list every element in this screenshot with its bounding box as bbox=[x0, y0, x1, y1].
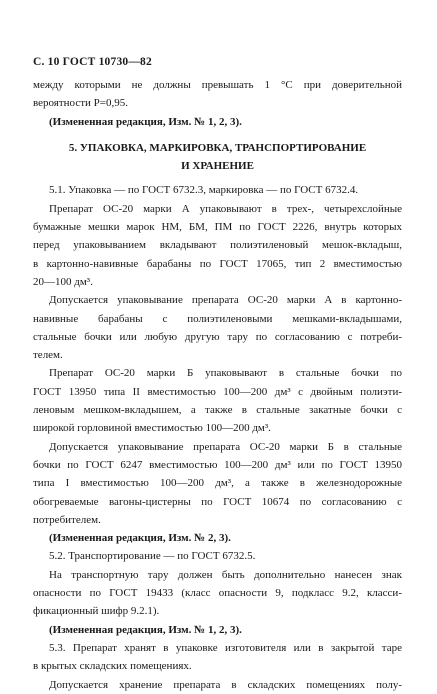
document-body bbox=[33, 76, 402, 694]
text-line: вероятности P=0,95. bbox=[33, 97, 128, 110]
text-line: типа I вместимостью 100—200 дм³, а также в железнодорожные bbox=[33, 477, 402, 490]
paragraph-packaging-a bbox=[33, 200, 402, 291]
text-line: обогреваемые вагоны-цистерны по ГОСТ 10674 по согласованию с bbox=[33, 495, 402, 508]
text-line: широкой горловиной вместимостью 100—200 дм³. bbox=[33, 422, 271, 435]
text-line: стальные бочки или любую другую тару по согласованию с потреби- bbox=[33, 330, 402, 343]
text-line: Препарат ОС-20 марки Б упаковывают в стальные бочки по bbox=[49, 367, 402, 380]
section-heading bbox=[33, 139, 402, 176]
text-line: в картонно-навивные барабаны по ГОСТ 17065, тип 2 вместимостью bbox=[33, 257, 402, 270]
text-line: перед упаковыванием вкладывают полиэтиленовый мешок-вкладыш, bbox=[33, 239, 402, 252]
text-line: Допускается упаковывание препарата ОС-20 марки Б в стальные bbox=[49, 440, 402, 453]
paragraph-hazard-mark bbox=[33, 566, 402, 621]
text-line: Препарат ОС-20 марки А упаковывают в трех-, четырехслойные bbox=[49, 202, 402, 215]
text-line: фикационный шифр 9.2.1). bbox=[33, 605, 160, 618]
text-line: телем. bbox=[33, 349, 63, 362]
section-heading-line: 5. УПАКОВКА, МАРКИРОВКА, ТРАНСПОРТИРОВАНИЕ bbox=[68, 141, 367, 154]
text-line: опасности по ГОСТ 19433 (класс опасности 9, подкласс 9.2, класси- bbox=[33, 587, 402, 600]
text-line: навивные барабаны с полиэтиленовыми мешками-вкладышами, bbox=[33, 312, 402, 325]
text-line: леновым мешком-вкладышем, а также в стальные закатные бочки с bbox=[33, 404, 402, 417]
revision-note: (Измененная редакция, Изм. № 1, 2, 3). bbox=[49, 115, 242, 128]
paragraph-packaging-b-alt bbox=[33, 438, 402, 529]
revision-note: (Измененная редакция, Изм. № 1, 2, 3). bbox=[49, 623, 242, 636]
text-line: ГОСТ 13950 типа II вместимостью 100—200 дм³ с двойным полиэти- bbox=[33, 385, 402, 398]
text-line: между которыми не должны превышать 1 °С при доверительной bbox=[33, 79, 402, 91]
page-header: С. 10 ГОСТ 10730—82 bbox=[33, 56, 152, 68]
paragraph-packaging-b bbox=[33, 364, 402, 437]
text-line: Допускается хранение препарата в складских помещениях полу- bbox=[49, 678, 402, 691]
paragraph-storage bbox=[33, 676, 402, 694]
revision-note: (Измененная редакция, Изм. № 2, 3). bbox=[49, 532, 231, 545]
text-line: потребителем. bbox=[33, 513, 101, 526]
text-line: 5.3. Препарат хранят в упаковке изготовителя или в закрытой таре bbox=[49, 641, 402, 654]
paragraph-5-1: 5.1. Упаковка — по ГОСТ 6732.3, маркировка — по ГОСТ 6732.4. bbox=[49, 184, 359, 197]
paragraph-5-3 bbox=[33, 639, 402, 676]
text-line: На транспортную тару должен быть дополнительно нанесен знак bbox=[49, 568, 402, 581]
paragraph-5-2: 5.2. Транспортирование — по ГОСТ 6732.5. bbox=[49, 550, 256, 563]
paragraph-packaging-a-alt bbox=[33, 291, 402, 364]
text-line: 20—100 дм³. bbox=[33, 275, 93, 288]
text-line: бочки по ГОСТ 6247 вместимостью 100—200 дм³ или по ГОСТ 13950 bbox=[33, 458, 402, 471]
section-heading-line: И ХРАНЕНИЕ bbox=[181, 160, 254, 173]
text-line: в крытых складских помещениях. bbox=[33, 660, 192, 673]
paragraph-intro bbox=[33, 76, 402, 113]
text-line: бумажные мешки марок НМ, БМ, ПМ по ГОСТ 2226, внутрь которых bbox=[33, 221, 402, 234]
text-line: Допускается упаковывание препарата ОС-20 марки А в картонно- bbox=[49, 294, 402, 307]
